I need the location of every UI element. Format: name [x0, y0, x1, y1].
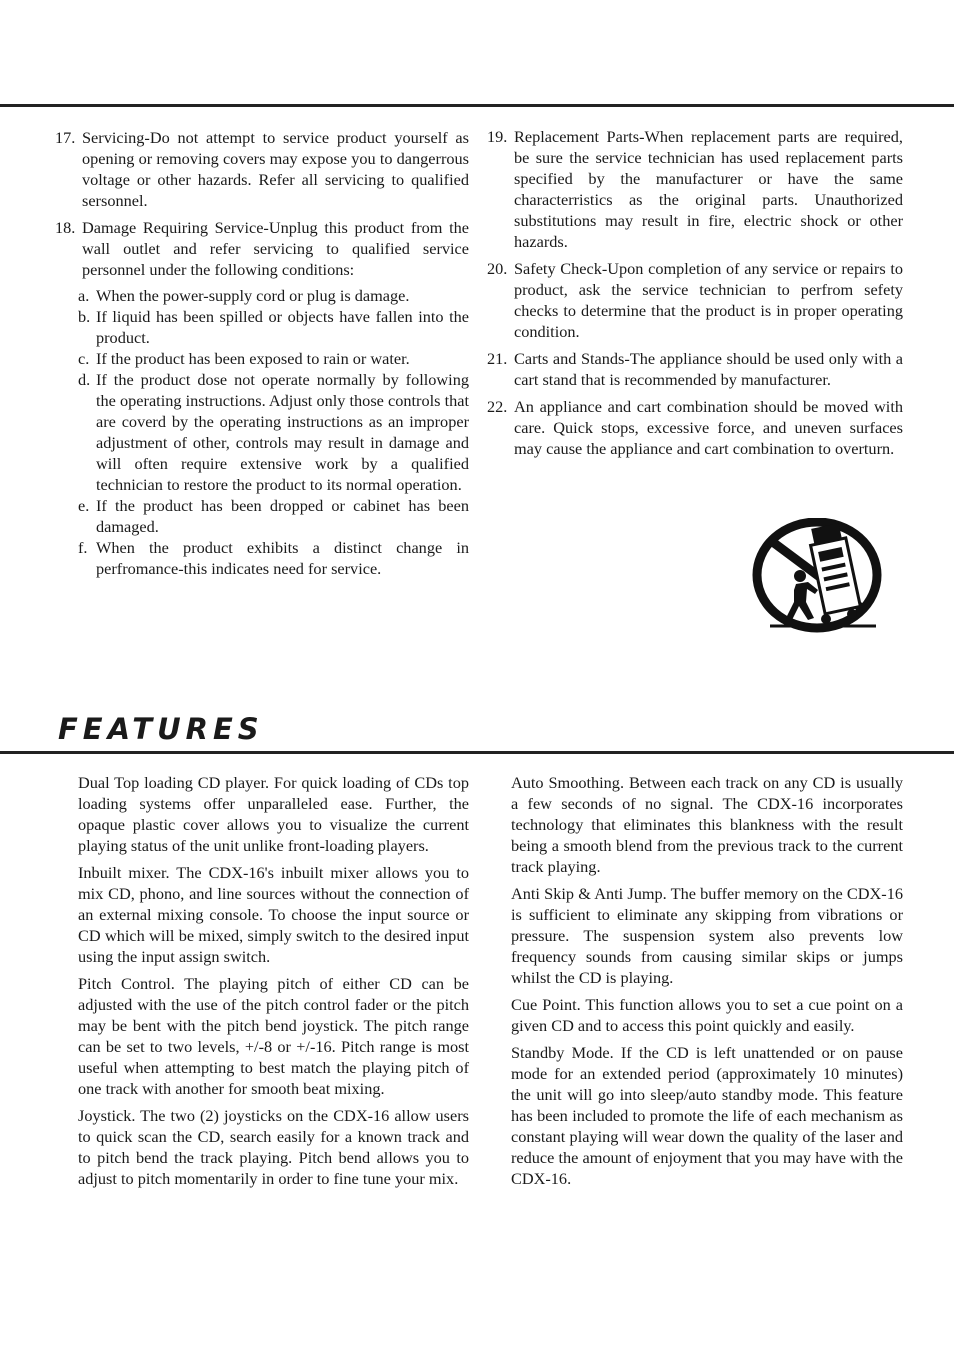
safety-item-22 — [487, 396, 903, 459]
safety-item-20 — [487, 258, 903, 342]
item-text: Safety Check-Upon completion of any service or repairs to product, ask the service technician to perfrom sefety checks to determine that the product is in proper operating condition. — [514, 259, 903, 341]
item-number: 19. — [487, 127, 508, 146]
safety-item-18 — [55, 217, 469, 280]
item-number: 21. — [487, 349, 508, 368]
condition-text: If the product has been dropped or cabinet has been damaged. — [96, 496, 469, 536]
condition-text: When the product exhibits a distinct change in perfromance-this indicates need for service. — [96, 538, 469, 578]
item-number: 20. — [487, 259, 508, 278]
item-text: Servicing-Do not attempt to service product yourself as opening or removing covers may expose you to dangerrous voltage or other hazards. Refer all servicing to qualified sersonnel. — [82, 128, 469, 210]
condition-e — [78, 495, 469, 537]
condition-letter: b. — [78, 307, 91, 326]
features-right-column — [511, 772, 903, 1195]
item-text: Damage Requiring Service-Unplug this product from the wall outlet and refer servicing to qualified service personnel under the following conditions: — [82, 218, 469, 279]
top-rule — [0, 104, 954, 107]
condition-a — [78, 285, 469, 306]
condition-c — [78, 348, 469, 369]
feature-auto-smoothing: Auto Smoothing. Between each track on any CD is usually a few seconds of no signal. The CDX-16 incorporates technology that eliminates this blankness with the result being a smooth blend from the previous track to the current track playing. — [511, 773, 903, 876]
feature-inbuilt-mixer: Inbuilt mixer. The CDX-16's inbuilt mixer allows you to mix CD, phono, and line sources without the connection of an external mixing console. To choose the input source or CD which will be mixed, simply switch to the desired input using the input assign switch. — [78, 863, 469, 966]
safety-instructions-left — [55, 127, 469, 579]
safety-item-21 — [487, 348, 903, 390]
condition-letter: e. — [78, 496, 90, 515]
item-number: 18. — [55, 218, 76, 237]
features-left-column — [78, 772, 469, 1195]
feature-pitch-control: Pitch Control. The playing pitch of either CD can be adjusted with the use of the pitch control fader or the pitch may be bent with the pitch bend joystick. The pitch range can be set to two levels, +/-8 or +/-16. Pitch range is most useful when attempting to best match the playing pitch of one track with another for smooth beat mixing. — [78, 974, 469, 1098]
feature-anti-skip: Anti Skip & Anti Jump. The buffer memory on the CDX-16 is sufficient to eliminate any skipping from vibrations or pressure. The suspension system also prevents low frequency sounds from causing similar skips or jumps whilst the CD is playing. — [511, 884, 903, 987]
safety-instructions-right — [487, 126, 903, 465]
condition-text: If the product dose not operate normally by following the operating instructions. Adjust only those controls that are coverd by the operating instructions as an improper adjustment of other, controls may result in damage and will often require extensive work by a qualified technician to restore the product to its normal operation. — [96, 370, 469, 494]
condition-letter: a. — [78, 286, 90, 305]
item-text: An appliance and cart combination should be moved with care. Quick stops, excessive force, and uneven surfaces may cause the appliance and cart combination to overturn. — [514, 397, 903, 458]
item-text: Replacement Parts-When replacement parts are required, be sure the service technician has used replacement parts specified by the manufacturer or have the same characterristics as the original parts. Unauthorized substitutions may result in fire, electric shock or other hazards. — [514, 127, 903, 251]
condition-b — [78, 306, 469, 348]
safety-item-17 — [55, 127, 469, 211]
condition-text: When the power-supply cord or plug is damage. — [96, 286, 410, 305]
feature-standby-mode: Standby Mode. If the CD is left unattended or on pause mode for an extended period (approximately 10 minutes) the unit will go into sleep/auto standby mode. This feature has been included to promote the life of each mechanism as constant playing will wear down the quality of the laser and reduce the amount of enjoyment that you may have with the CDX-16. — [511, 1043, 903, 1188]
features-rule — [0, 751, 954, 754]
condition-text: If liquid has been spilled or objects have fallen into the product. — [96, 307, 469, 347]
feature-top-loading: Dual Top loading CD player. For quick loading of CDs top loading systems offer unparalleled ease. Further, the opaque plastic cover allows you to visualize the current playing status of the unit unlike front-loading players. — [78, 773, 469, 855]
service-conditions-list — [55, 285, 469, 579]
condition-letter: c. — [78, 349, 90, 368]
condition-letter: d. — [78, 370, 91, 389]
condition-letter: f. — [78, 538, 88, 557]
condition-d — [78, 369, 469, 495]
features-heading: FEATURES — [58, 712, 264, 746]
condition-f — [78, 537, 469, 579]
safety-item-19 — [487, 126, 903, 252]
feature-cue-point: Cue Point. This function allows you to set a cue point on a given CD and to access this point quickly and easily. — [511, 995, 903, 1035]
item-text: Carts and Stands-The appliance should be used only with a cart stand that is recommended by manufacturer. — [514, 349, 903, 389]
item-number: 22. — [487, 397, 508, 416]
condition-text: If the product has been exposed to rain or water. — [96, 349, 410, 368]
cart-tip-over-warning-icon — [752, 518, 882, 634]
item-number: 17. — [55, 128, 76, 147]
feature-joystick: Joystick. The two (2) joysticks on the CDX-16 allow users to quick scan the CD, search easily for a known track and to pitch bend the track playing. Pitch bend allows you to adjust to pitch momentarily in order to fine tune your mix. — [78, 1106, 469, 1188]
